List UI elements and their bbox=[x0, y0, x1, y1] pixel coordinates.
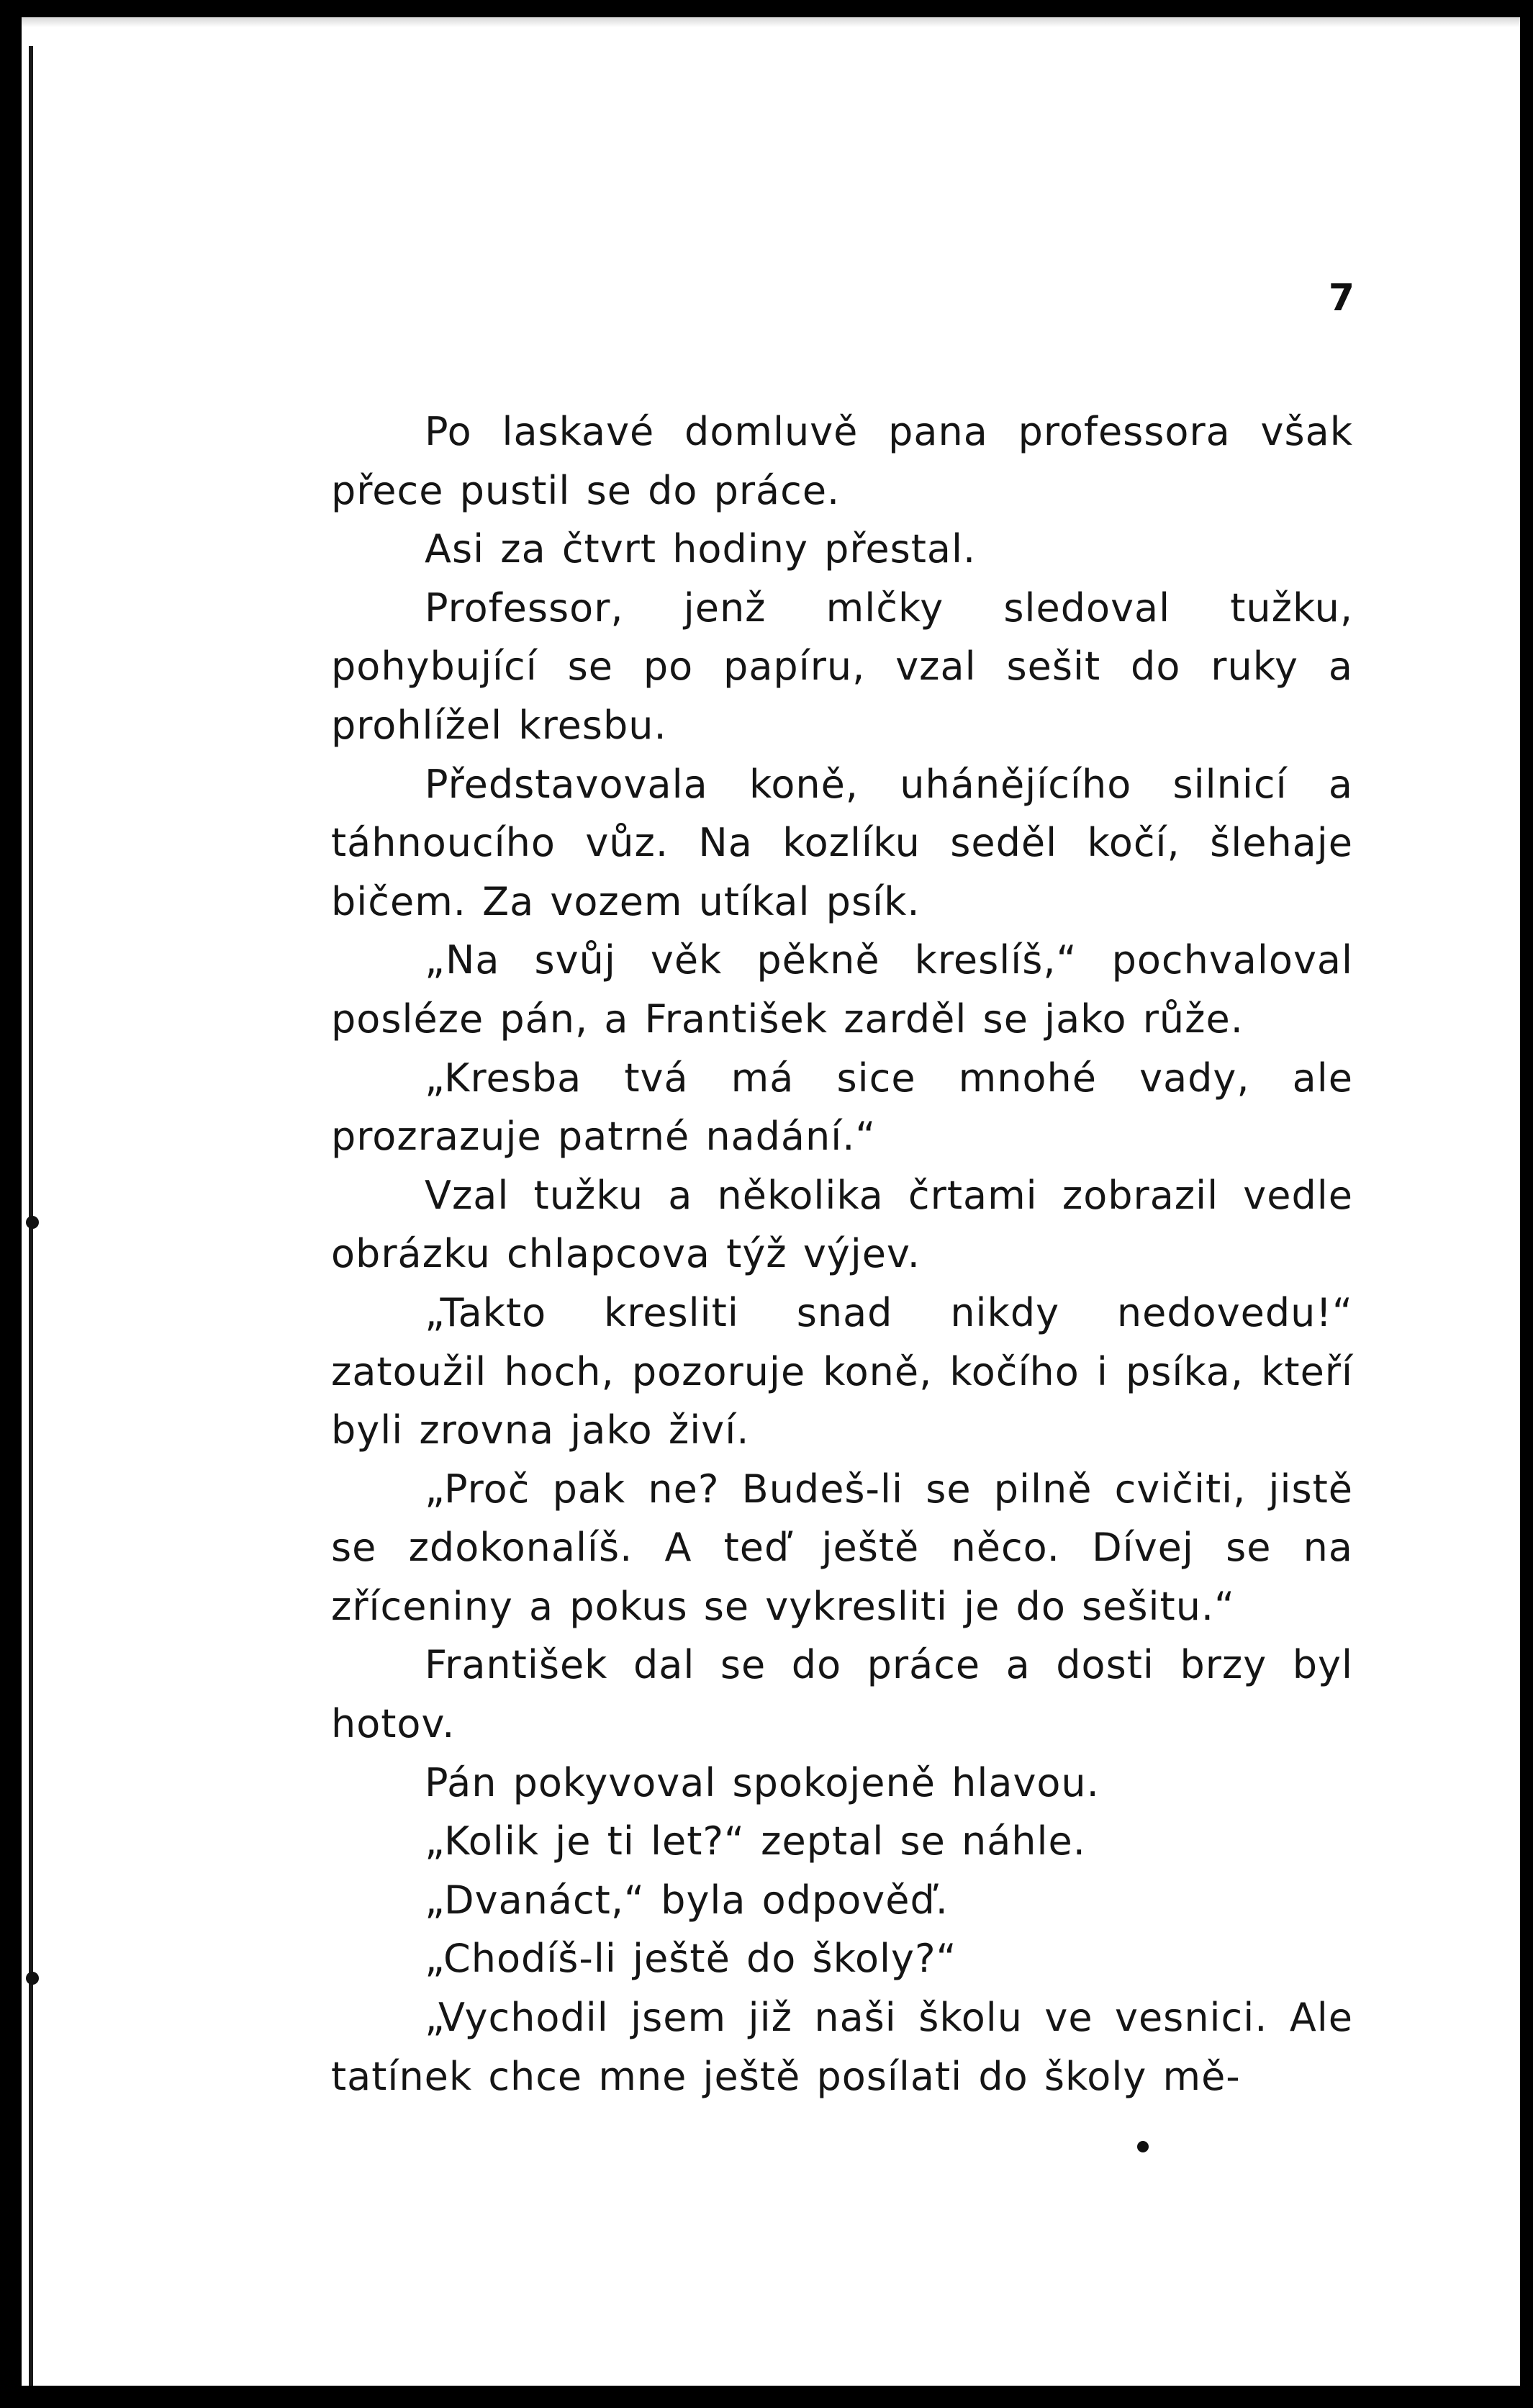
paragraph: „Dvanáct,“ byla odpověď. bbox=[425, 1877, 949, 1923]
paragraph: „Vychodil jsem již naši školu ve vesnici. Ale tatínek chce mne ještě posílati do školy mě- bbox=[331, 1995, 1353, 2099]
paragraph: „Na svůj věk pěkně kreslíš,“ pochvaloval posléze pán, a František zarděl se jako růže. bbox=[331, 937, 1353, 1042]
paragraph: „Chodíš-li ještě do školy?“ bbox=[425, 1936, 957, 1982]
ink-dot bbox=[1137, 2141, 1149, 2152]
binding-mark bbox=[26, 1972, 39, 1985]
binding-mark bbox=[26, 1216, 39, 1229]
paragraph: Vzal tužku a několika črtami zobrazil vedle obrázku chlapcova týž výjev. bbox=[331, 1172, 1353, 1277]
page-number: 7 bbox=[1328, 276, 1355, 320]
paragraph: František dal se do práce a dosti brzy byl hotov. bbox=[331, 1642, 1353, 1747]
paragraph: Professor, jenž mlčky sledoval tužku, pohybující se po papíru, vzal sešit do ruky a prohlížel kresbu. bbox=[331, 585, 1353, 748]
paragraph: Po laskavé domluvě pana professora však přece pustil se do práce. bbox=[331, 409, 1353, 513]
paragraph: Asi za čtvrt hodiny přestal. bbox=[425, 526, 977, 572]
paragraph: Pán pokyvoval spokojeně hlavou. bbox=[425, 1759, 1100, 1805]
paragraph: Představovala koně, uhánějícího silnicí a táhnoucího vůz. Na kozlíku seděl kočí, šlehaje bičem. Za vozem utíkal psík. bbox=[331, 761, 1353, 924]
book-page bbox=[22, 17, 1520, 2386]
paragraph: „Kolik je ti let?“ zeptal se náhle. bbox=[425, 1818, 1086, 1864]
paragraph: „Kresba tvá má sice mnohé vady, ale prozrazuje patrné nadání.“ bbox=[331, 1055, 1353, 1160]
body-text bbox=[331, 402, 1353, 2106]
paragraph: „Takto kresliti snad nikdy nedovedu!“ zatoužil hoch, pozoruje koně, kočího i psíka, kteří byli zrovna jako živí. bbox=[331, 1289, 1353, 1453]
paragraph: „Proč pak ne? Budeš-li se pilně cvičiti, jistě se zdokonalíš. A teď ještě něco. Dívej se na zříceniny a pokus se vykresliti je do sešitu.“ bbox=[331, 1466, 1353, 1629]
